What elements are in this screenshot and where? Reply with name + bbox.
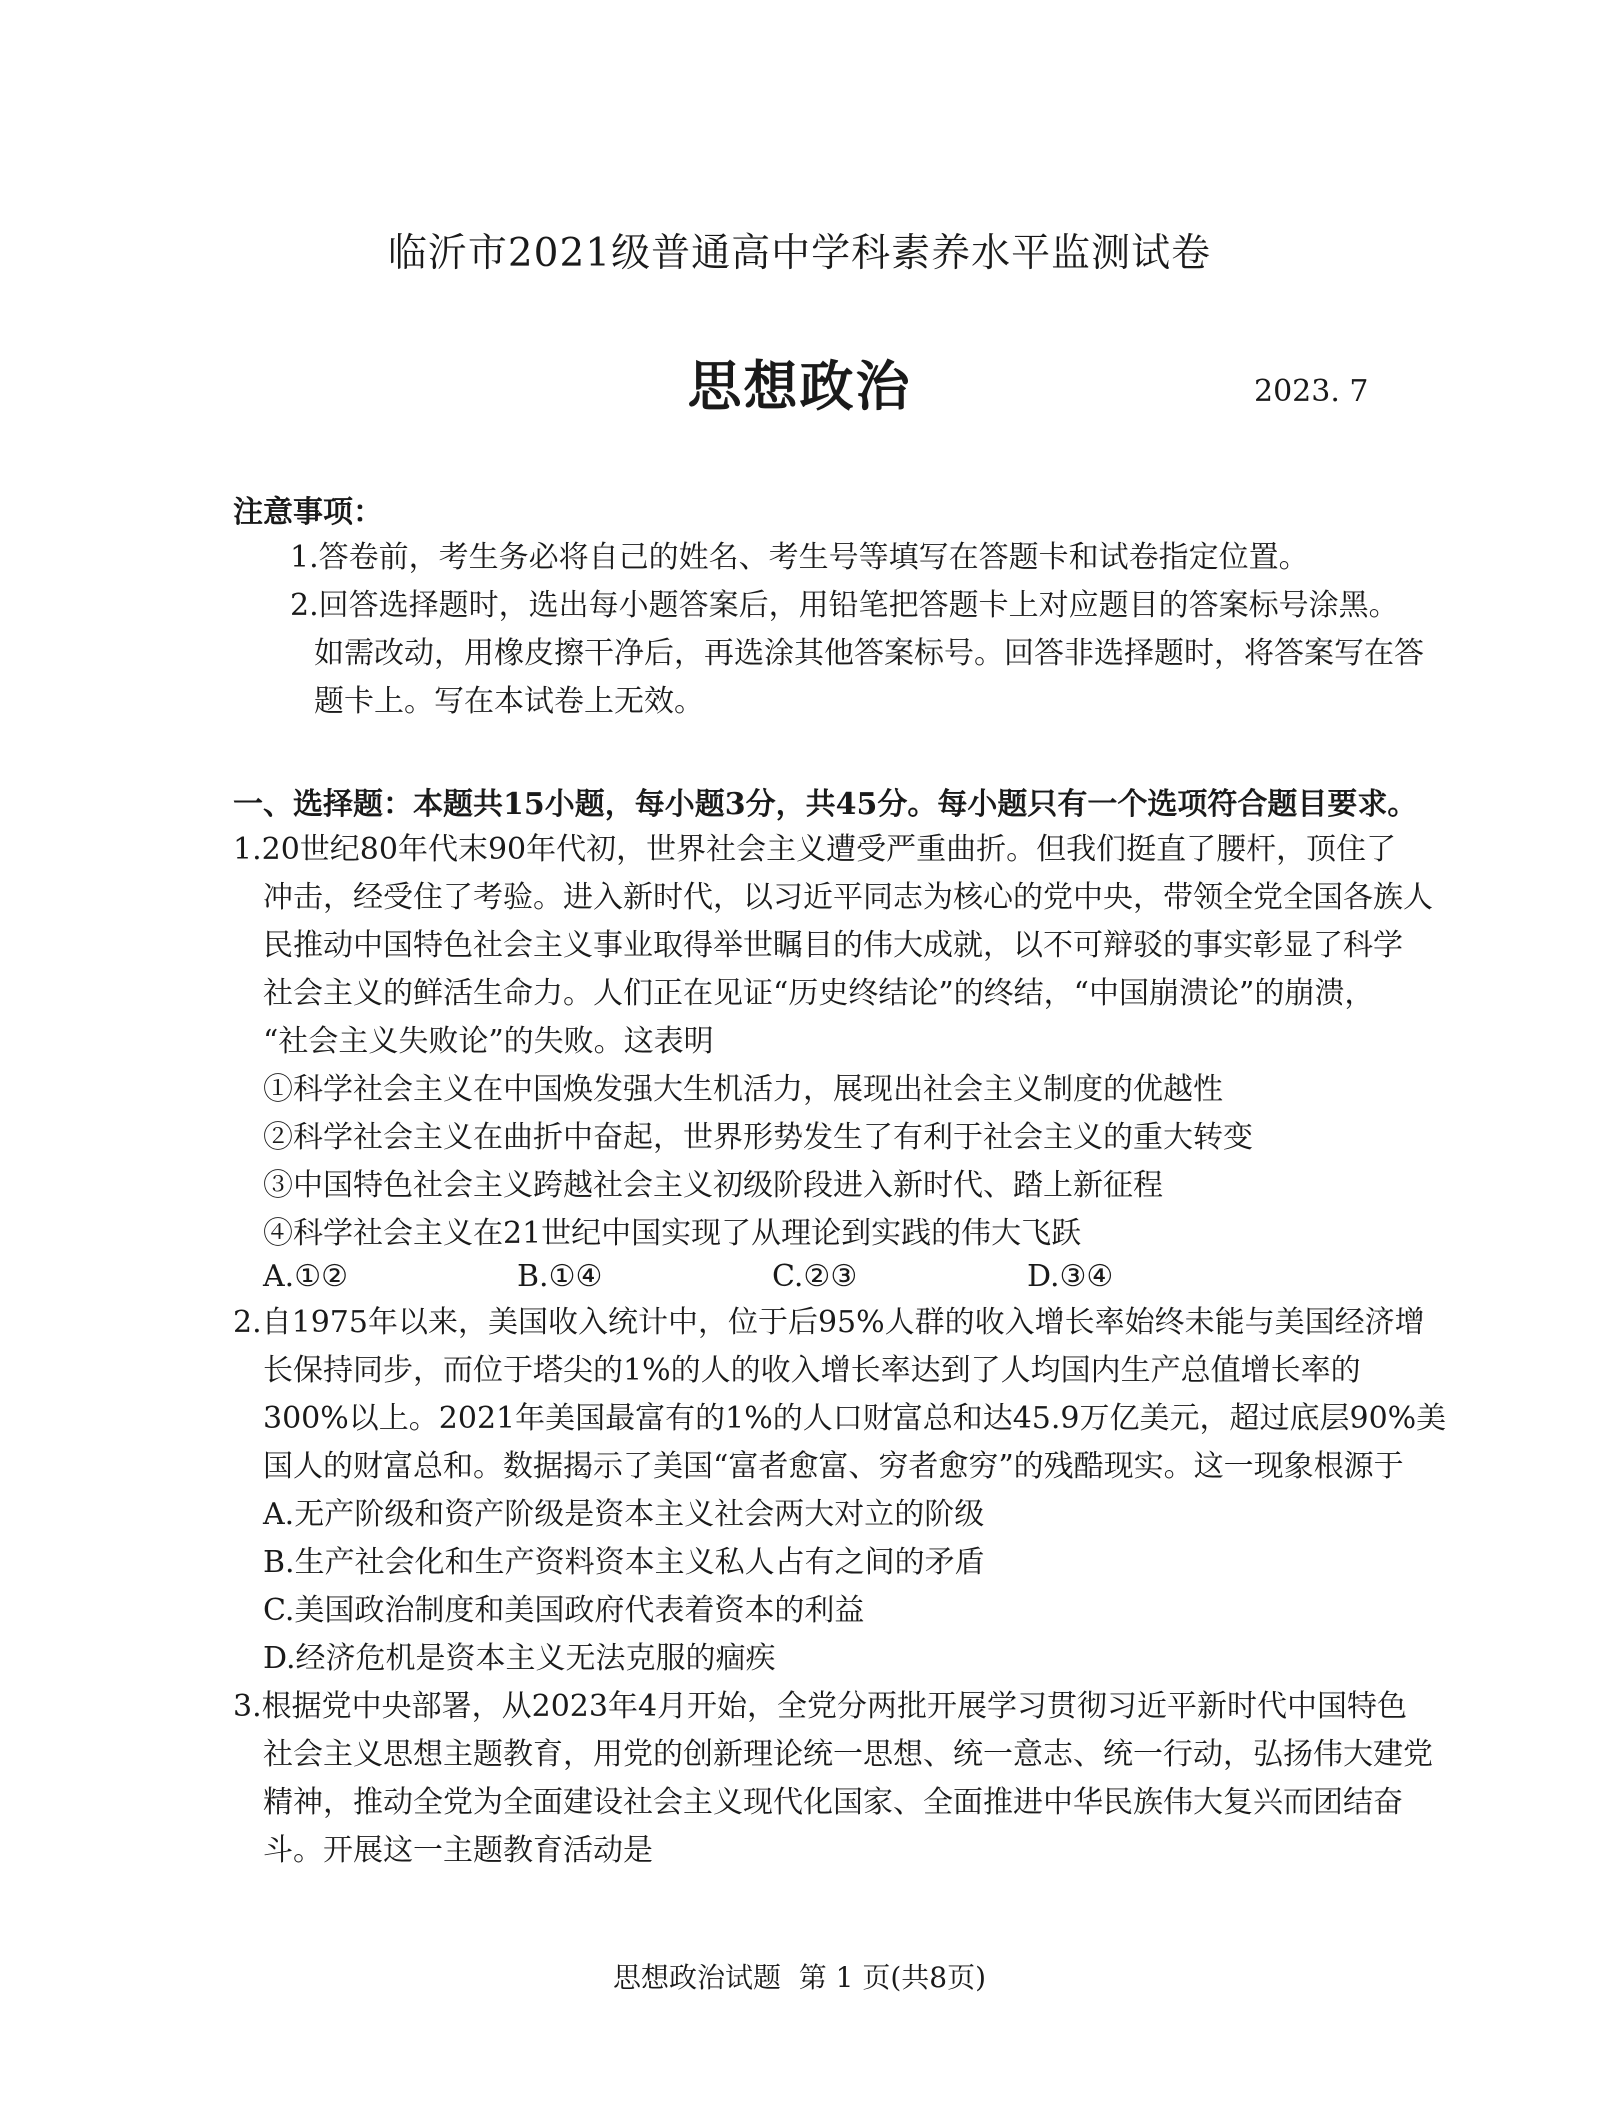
q2-option-c: C.美国政治制度和美国政府代表着资本的利益 [263, 1593, 865, 1628]
notice-line: 题卡上。写在本试卷上无效。 [314, 684, 704, 719]
q1-option-d: D.③④ [1027, 1259, 1114, 1294]
q2-option-b: B.生产社会化和生产资料资本主义私人占有之间的矛盾 [263, 1545, 985, 1580]
q1-stem-line: 冲击，经受住了考验。进入新时代，以习近平同志为核心的党中央，带领全党全国各族人 [263, 880, 1433, 915]
q1-option-c: C.②③ [772, 1259, 858, 1294]
notice-line: 1.答卷前，考生务必将自己的姓名、考生号等填写在答题卡和试卷指定位置。 [290, 540, 1309, 575]
q2-stem-line: 国人的财富总和。数据揭示了美国“富者愈富、穷者愈穷”的残酷现实。这一现象根源于 [263, 1449, 1404, 1484]
q2-stem-line: 2.自1975年以来，美国收入统计中，位于后95%人群的收入增长率始终未能与美国经济增 [233, 1305, 1425, 1340]
q1-stem-line: “社会主义失败论”的失败。这表明 [263, 1024, 714, 1059]
subject-title: 思想政治 [687, 354, 912, 418]
q1-statement: ②科学社会主义在曲折中奋起，世界形势发生了有利于社会主义的重大转变 [263, 1120, 1253, 1155]
q1-stem-line: 社会主义的鲜活生命力。人们正在见证“历史终结论”的终结，“中国崩溃论”的崩溃， [263, 976, 1375, 1011]
page-footer: 思想政治试题 第 1 页(共8页) [612, 1961, 987, 1994]
exam-date: 2023. 7 [1254, 374, 1369, 409]
q1-stem-line: 1.20世纪80年代末90年代初，世界社会主义遭受严重曲折。但我们挺直了腰杆，顶住了 [233, 832, 1397, 867]
q1-option-b: B.①④ [517, 1259, 603, 1294]
q1-statement: ①科学社会主义在中国焕发强大生机活力，展现出社会主义制度的优越性 [263, 1072, 1223, 1107]
q2-option-d: D.经济危机是资本主义无法克服的痼疾 [263, 1641, 776, 1676]
q3-stem-line: 斗。开展这一主题教育活动是 [263, 1833, 653, 1868]
q1-option-a: A.①② [263, 1259, 348, 1294]
notice-heading: 注意事项： [233, 495, 383, 530]
q2-stem-line: 300%以上。2021年美国最富有的1%的人口财富总和达45.9万亿美元，超过底层90%美 [263, 1401, 1447, 1436]
q3-stem-line: 社会主义思想主题教育，用党的创新理论统一思想、统一意志、统一行动，弘扬伟大建党 [263, 1737, 1433, 1772]
exam-title: 临沂市2021级普通高中学科素养水平监测试卷 [387, 231, 1212, 276]
q1-statement: ③中国特色社会主义跨越社会主义初级阶段进入新时代、踏上新征程 [263, 1168, 1163, 1203]
q2-stem-line: 长保持同步，而位于塔尖的1%的人的收入增长率达到了人均国内生产总值增长率的 [263, 1353, 1361, 1388]
q1-stem-line: 民推动中国特色社会主义事业取得举世瞩目的伟大成就，以不可辩驳的事实彰显了科学 [263, 928, 1403, 963]
q1-statement: ④科学社会主义在21世纪中国实现了从理论到实践的伟大飞跃 [263, 1216, 1082, 1251]
notice-line: 2.回答选择题时，选出每小题答案后，用铅笔把答题卡上对应题目的答案标号涂黑。 [290, 588, 1399, 623]
q3-stem-line: 3.根据党中央部署，从2023年4月开始，全党分两批开展学习贯彻习近平新时代中国特色 [233, 1689, 1408, 1724]
section-heading: 一、选择题：本题共15小题，每小题3分，共45分。每小题只有一个选项符合题目要求。 [233, 787, 1418, 822]
q2-option-a: A.无产阶级和资产阶级是资本主义社会两大对立的阶级 [263, 1497, 985, 1532]
q3-stem-line: 精神，推动全党为全面建设社会主义现代化国家、全面推进中华民族伟大复兴而团结奋 [263, 1785, 1403, 1820]
notice-line: 如需改动，用橡皮擦干净后，再选涂其他答案标号。回答非选择题时，将答案写在答 [314, 636, 1424, 671]
